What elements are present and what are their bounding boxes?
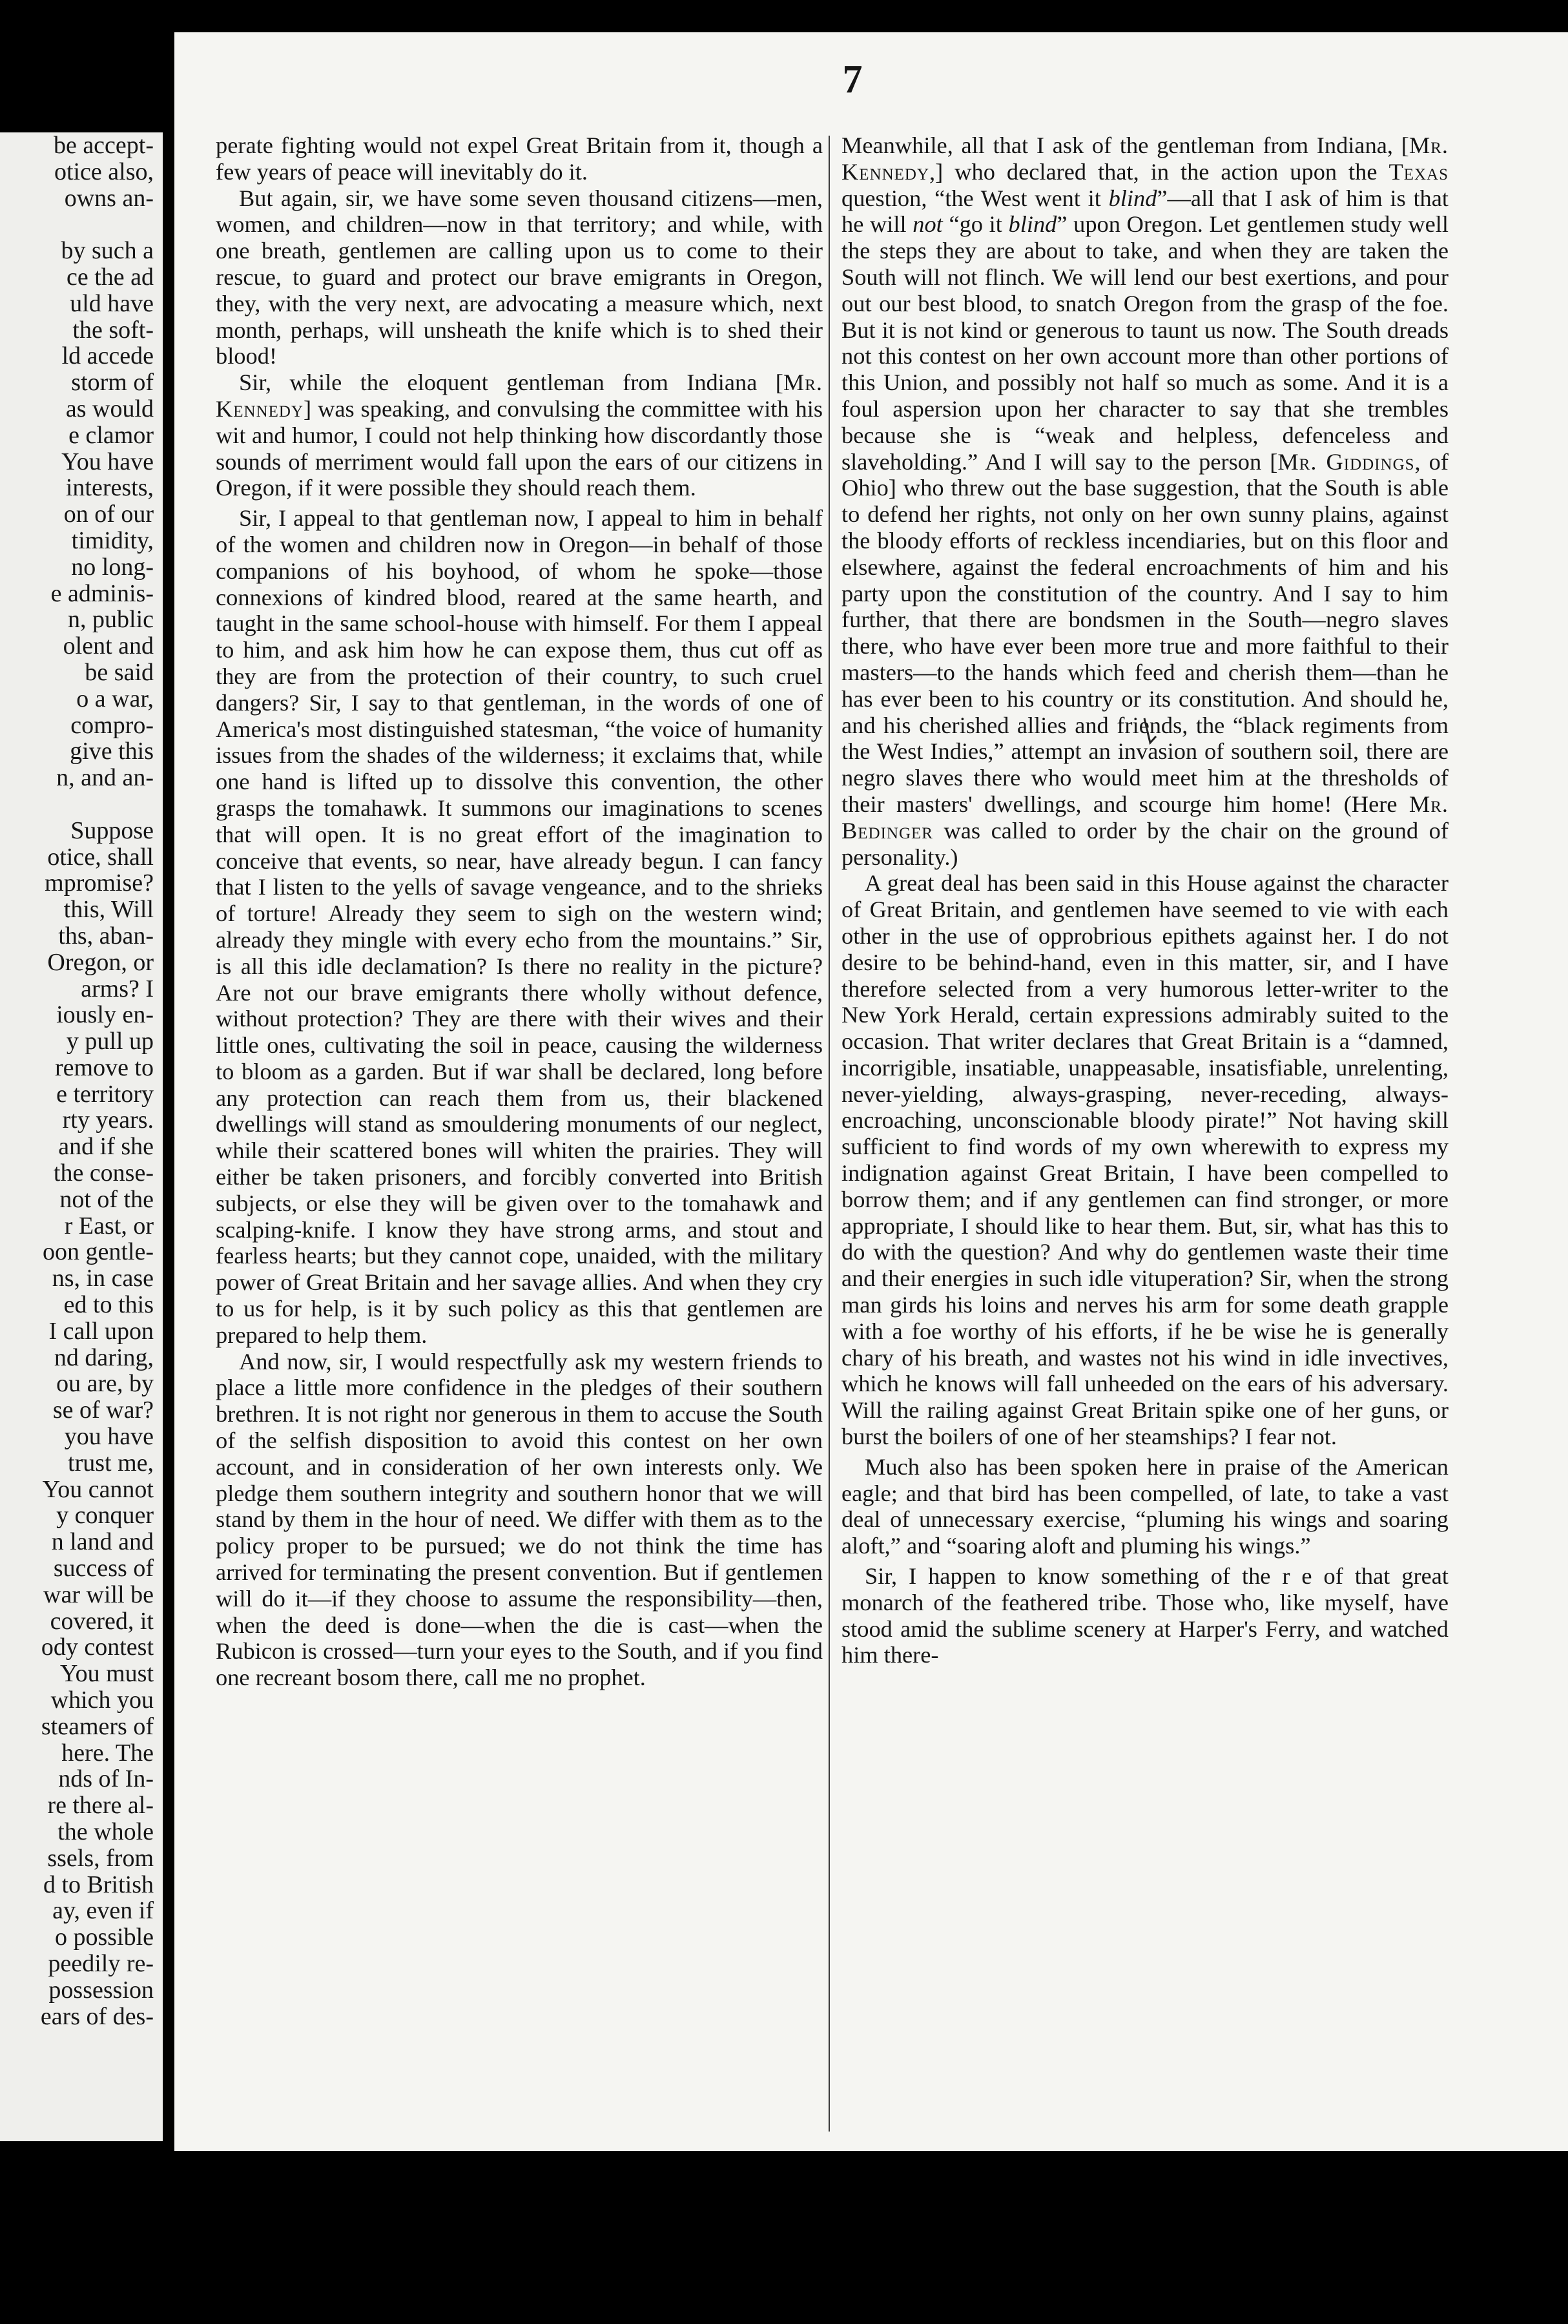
fragment-line: remove to xyxy=(54,1053,154,1081)
paragraph-text: ,] who declared that, in the action upon the xyxy=(929,158,1389,185)
fragment-line: ay, even if xyxy=(52,1897,154,1925)
fragment-line: d to British xyxy=(43,1871,154,1898)
fragment-line: ed to this xyxy=(63,1291,154,1319)
fragment-line: Suppose xyxy=(70,816,154,844)
fragment-line: nd daring, xyxy=(54,1344,154,1371)
fragment-line: o a war, xyxy=(76,685,154,712)
fragment-line: trust me, xyxy=(68,1449,154,1477)
paragraph: A great deal has been said in this House against the character of Great Britain, and gentlemen have seemed to vie with each other in the use of opprobrious epithets against her. I do not desire to be behind-hand, even in this matter, sir, and I have therefore selected from a very humorous letter-writer to the New York Herald, certain expressions admirably suited to the occasion. That writer declares that Great Britain is a “damned, incorrigible, insatiable, unappeasable, insatisfiable, unrelenting, never-yielding, always-grasping, never-receding, always-encroaching, unconscionable bloody pirate!” Not having skill sufficient to find words of my own wherewith to express my indignation against Great Britain, I have been compelled to borrow them; and if any gentlemen can find stronger, or more appropriate, I should like to hear them. But, sir, what has this to do with the question? And why do gentlemen waste their time and their energies in such idle vituperation? Sir, when the strong man girds his loins and nerves his arm for some death grapple with a foe worthy of his efforts, if he be wise he is generally chary of his breath, and wastes not his wind in idle invectives, which he knows will fall unheeded on the ears of his adversary. Will the railing against Great Britain spike one of her guns, or burst the boilers of one of her steamships? I fear not. xyxy=(841,870,1449,1450)
fragment-line: y pull up xyxy=(66,1028,154,1055)
fragment-line: and if she xyxy=(58,1133,154,1161)
fragment-line: this, Will xyxy=(63,896,154,924)
fragment-line: ou are, by xyxy=(56,1370,154,1398)
fragment-line: olent and xyxy=(63,632,154,660)
fragment-line: not of the xyxy=(59,1185,154,1213)
fragment-line: y conquer xyxy=(56,1502,154,1530)
fragment-gap xyxy=(1,791,154,818)
speaker-name: Mr. Kennedy xyxy=(841,132,1449,185)
fragment-line: n, and an- xyxy=(56,764,154,792)
paragraph: But again, sir, we have some seven thousand citizens—men, women, and children—now in that territory; and while, with one breath, gentlemen are calling upon us to come to their rescue, to guard and protect our brave emigrants in Oregon, they, with the very next, are advocating a measure which, next month, perhaps, will unsheath the knife which is to shed their blood! xyxy=(216,185,823,369)
fragment-line: steamers of xyxy=(41,1712,154,1740)
page-number: 7 xyxy=(842,57,863,101)
fragment-line: give this xyxy=(70,738,154,765)
ink-mark xyxy=(1143,717,1157,749)
fragment-line: re there al- xyxy=(47,1792,154,1820)
paragraph: Sir, I happen to know something of the r e of that great monarch of the feathered tribe. Those who, like myself, have stood amid the sublime scenery at Harper's Ferry, and watched him there- xyxy=(841,1563,1449,1668)
fragment-line: the conse- xyxy=(53,1159,154,1187)
fragment-line: success of xyxy=(53,1555,154,1582)
left-page-text-column xyxy=(1,132,154,2029)
paragraph-text: Sir, while the eloquent gentleman from Indiana [ xyxy=(239,369,783,396)
italic-text: blind xyxy=(1108,185,1157,211)
fragment-line: ody contest xyxy=(41,1634,154,1661)
fragment-line: the whole xyxy=(57,1818,154,1845)
fragment-line: ssels, from xyxy=(47,1844,154,1872)
fragment-line: ld accede xyxy=(61,342,154,370)
paragraph-text: was called to order by the chair on the ground of personality.) xyxy=(841,817,1449,870)
paragraph-text: ” upon Oregon. Let gentlemen study well the steps they are about to take, and when they are taken the South will not flinch. We will lend our best exertions, and pour out our best blood, to snatch Oregon from the grasp of the foe. But it is not kind or generous to taunt us now. The South dreads not this contest on her own account more than other portions of this Union, and possibly not half so much as some. And it is a foul aspersion upon her character to say that she trembles because she is “weak and helpless, defenceless and slaveholding.” And I will say to the person [ xyxy=(841,211,1449,475)
fragment-line: possession xyxy=(48,1976,154,2004)
fragment-line: oon gentle- xyxy=(42,1238,154,1266)
fragment-line: on of our xyxy=(63,501,154,528)
speaker-name: Mr. Kennedy xyxy=(216,369,823,422)
fragment-line: se of war? xyxy=(52,1396,154,1424)
fragment-line: rty years. xyxy=(62,1106,154,1134)
fragment-line: e clamor xyxy=(68,421,154,449)
fragment-line: which you xyxy=(50,1686,154,1714)
fragment-line: owns an- xyxy=(64,184,154,212)
fragment-line: arms? I xyxy=(81,975,154,1002)
fragment-line: compro- xyxy=(70,711,154,739)
fragment-line: I call upon xyxy=(48,1317,154,1345)
fragment-line: Oregon, or xyxy=(47,948,154,976)
fragment-line: ears of des- xyxy=(40,2002,154,2030)
speaker-name: Mr. Bedinger xyxy=(841,791,1449,844)
fragment-gap xyxy=(1,211,154,238)
fragment-line: You cannot xyxy=(42,1475,154,1503)
italic-text: not xyxy=(913,211,943,238)
fragment-line: covered, it xyxy=(50,1607,154,1635)
italic-text: blind xyxy=(1008,211,1057,238)
fragment-line: peedily re- xyxy=(48,1949,154,1977)
fragment-line: you have xyxy=(64,1423,154,1451)
fragment-line: otice, shall xyxy=(47,843,154,871)
paragraph: Much also has been spoken here in praise of the American eagle; and that bird has been compelled, of late, to take a vast deal of unnecessary exercise, “pluming his wings and soaring aloft,” and “soaring aloft and pluming his wings.” xyxy=(841,1453,1449,1559)
paragraph-text: , of Ohio] who threw out the base suggestion, that the South is able to defend her rights, not only on her own sunny plains, against the bloody efforts of reckless incendiaries, but on this floor and elsewhere, against the federal encroachments of him and his party upon the constitution of the country. And I say to him further, that there are bondsmen in the South—negro slaves there, who have ever been more true and more faithful to their masters—to the hands which feed and cherish them—than he has ever been to his country or its constitution. And should he, and his cherished allies and friends, the “black regiments from the West Indies,” attempt an invasion of southern soil, there are negro slaves there who would meet him at the thresholds of their masters' dwellings, and scourge him home! (Here xyxy=(841,448,1449,817)
fragment-line: by such a xyxy=(61,237,154,265)
fragment-line: be said xyxy=(85,658,154,686)
speaker-name: Mr. Giddings xyxy=(1277,448,1415,475)
fragment-line: e adminis- xyxy=(50,579,154,607)
fragment-line: be accept- xyxy=(53,132,154,159)
paragraph-text: ”—all that I ask of him is that he will xyxy=(841,185,1449,238)
paragraph: perate fighting would not expel Great Britain from it, though a few years of peace will inevitably do it. xyxy=(216,132,823,185)
fragment-line: n land and xyxy=(51,1528,154,1556)
fragment-line: ce the ad xyxy=(66,263,154,291)
fragment-line: ths, aban- xyxy=(58,922,154,949)
paragraph: Sir, I appeal to that gentleman now, I appeal to him in behalf of the women and children now in Oregon—in behalf of those companions of his boyhood, of whom he spoke—those connexions of kindred blood, reared at the same hearth, and taught in the same school-house with himself. For them I appeal to him, and ask him how he can expose them, thus cut off as they are from the protection of their country, to such cruel dangers? Sir, I say to that gentleman, in the words of one of America's most distinguished statesman, “the voice of humanity issues from the shades of the wilderness; it exclaims that, while one hand is lifted up to dissolve this convention, the other grasps the tomahawk. It summons our imaginations to scenes that will open. It is no great effort of the imagination to conceive that events, so near, have already begun. I can fancy that I listen to the yells of savage vengeance, and to the shrieks of torture! Already they seem to sigh on the western wind; already they mingle with every echo from the mountains.” Sir, is all this idle declamation? Is there no reality in the picture? Are not our brave emigrants there wholly without defence, without protection? They are there with their wives and their little ones, cultivating the soil in peace, causing the wilderness to bloom as a garden. But if war shall be declared, long before any protection can reach them from us, their blackened dwellings will stand as smouldering monuments of our neglect, while their scattered bones will whiten the prairies. They will either be taken prisoners, and forcibly converted into British subjects, or else they will be given over to the tomahawk and scalping-knife. I know they have strong arms, and stout and fearless hearts; but they cannot cope, unaided, with the military power of Great Britain and her savage allies. And when they cry to us for help, is it by such policy as this that gentlemen are prepared to help them. xyxy=(216,505,823,1348)
paragraph-text: “go it xyxy=(942,211,1009,238)
paragraph-text: Meanwhile, all that I ask of the gentleman from Indiana, [ xyxy=(841,132,1409,158)
left-page-fragment xyxy=(0,132,163,2141)
fragment-line: as would xyxy=(65,395,154,422)
paragraph-text: ] was speaking, and convulsing the committee with his wit and humor, I could not help thinking how discordantly those sounds of merriment would fall upon the ears of our citizens in Oregon, if it were possible they should reach them. xyxy=(216,395,823,501)
fragment-line: here. The xyxy=(61,1739,154,1767)
paragraph xyxy=(841,132,1449,870)
fragment-line: o possible xyxy=(54,1924,154,1951)
fragment-line: r East, or xyxy=(64,1212,154,1240)
fragment-line: interests, xyxy=(65,474,154,502)
fragment-line: no long- xyxy=(71,553,154,581)
right-page xyxy=(174,32,1568,2151)
text-column-2 xyxy=(841,132,1449,1668)
fragment-line: mpromise? xyxy=(45,869,154,897)
fragment-line: You have xyxy=(61,448,154,475)
text-column-1 xyxy=(216,132,823,1691)
column-divider xyxy=(829,136,830,2132)
fragment-line: iously en- xyxy=(56,1001,154,1029)
fragment-line: otice also, xyxy=(54,158,154,185)
fragment-line: e territory xyxy=(56,1080,154,1108)
fragment-line: war will be xyxy=(43,1581,154,1608)
fragment-line: nds of In- xyxy=(58,1765,154,1793)
fragment-line: ns, in case xyxy=(52,1265,154,1292)
fragment-line: n, public xyxy=(68,606,154,634)
paragraph: And now, sir, I would respectfully ask my western friends to place a little more confidence in the pledges of their southern brethren. It is not right nor generous in them to accuse the South of the selfish disposition to avoid this contest on her own account, and in consideration of her own interests only. We pledge them southern integrity and southern honor that we will stand by them in the hour of need. We differ with them as to the policy proper to be pursued; we do not think the time has arrived for terminating the present convention. But if gentlemen will do it—if they choose to assume the responsibility—then, when the deed is done—when the die is cast—when the Rubicon is crossed—turn your eyes to the South, and if you find one recreant bosom there, call me no prophet. xyxy=(216,1348,823,1691)
fragment-line: You must xyxy=(59,1660,154,1688)
fragment-line: storm of xyxy=(71,369,154,397)
fragment-line: the soft- xyxy=(72,316,154,344)
paragraph-text: question, “the West went it xyxy=(841,185,1109,211)
emphasis-text: Texas xyxy=(1388,158,1449,185)
fragment-line: timidity, xyxy=(71,526,154,554)
paragraph xyxy=(216,369,823,501)
fragment-line: uld have xyxy=(70,289,154,317)
